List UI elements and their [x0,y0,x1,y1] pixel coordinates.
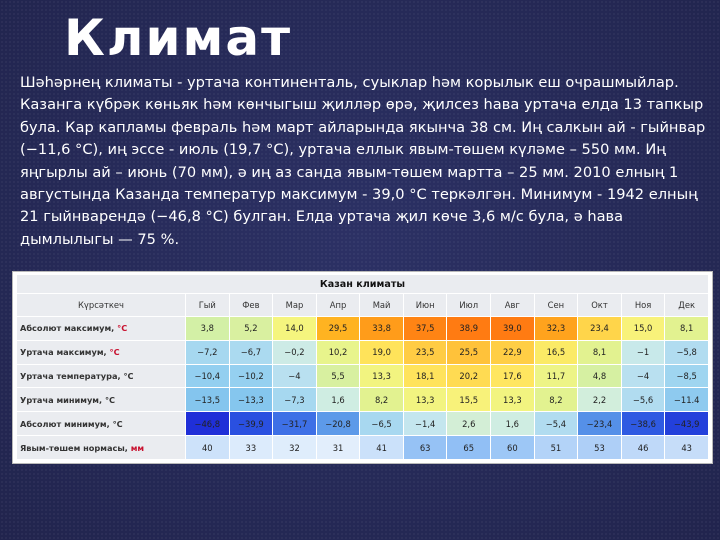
table-cell: 43 [665,436,708,459]
table-cell: −6,7 [230,341,273,364]
table-cell: 17,6 [491,365,534,388]
month-header: Май [360,294,403,316]
month-header: Мар [273,294,316,316]
table-caption: Казан климаты [17,275,708,293]
table-cell: 32,3 [535,317,578,340]
table-row [17,412,708,435]
table-cell: 8,2 [535,388,578,411]
table-cell: −46,8 [186,412,229,435]
month-header: Фев [230,294,273,316]
table-cell: −5,4 [535,412,578,435]
table-cell: −5,8 [665,341,708,364]
row-label [17,436,185,459]
table-cell: 15,5 [447,388,490,411]
table-cell: 13,3 [404,388,447,411]
table-cell: −43,9 [665,412,708,435]
row-label [17,317,185,340]
row-label [17,388,185,411]
table-cell: 23,4 [578,317,621,340]
table-cell: −11.4 [665,388,708,411]
table-cell: −10,2 [230,365,273,388]
table-cell: 13,3 [360,365,403,388]
climate-description: Шәһәрнең климаты - уртача континенталь, суыклар һәм корылык еш очрашмыйлар. Казанга күбрәк көньяк һәм көнчыгыш җилләр өрә, җилсез һава уртача елда 13 тапкыр була. Кар капламы февраль һәм март айларында якынча 38 см. Иң салкын ай - гыйнвар (−11,6 °С), иң эссе - июль (19,7 °С), уртача еллык явым-төшем күләме – 550 мм. Иң яңгырлы ай – июнь (70 мм), ә иң аз санда явым-төшем мартта – 25 мм. 2010 елның 1 августында Казанда температур максимум - 39,0 °С теркәлгән. Минимум - 1942 елның 21 гыйнварендә (−46,8 °С) булган. Елда уртача җил көче 3,6 м/с була, ә һава дымлылыгы — 75 %. [20,74,706,248]
month-header: Гый [186,294,229,316]
table-cell: 4,8 [578,365,621,388]
row-label-text: Абсолют минимум, °C [20,418,123,429]
table-cell: 25,5 [447,341,490,364]
table-cell: 53 [578,436,621,459]
table-cell: −31,7 [273,412,316,435]
table-cell: −8,5 [665,365,708,388]
table-cell: 8,1 [578,341,621,364]
month-header: Дек [665,294,708,316]
table-cell: 19,0 [360,341,403,364]
row-unit: °C [117,323,128,334]
table-row [17,365,708,388]
table-cell: 60 [491,436,534,459]
table-cell: 14,0 [273,317,316,340]
table-cell: 33,8 [360,317,403,340]
month-header: Июл [447,294,490,316]
table-cell: −1,4 [404,412,447,435]
table-cell: 33 [230,436,273,459]
table-cell: −10,4 [186,365,229,388]
table-cell: 16,5 [535,341,578,364]
table-cell: −6,5 [360,412,403,435]
row-label-text: Уртача температура, °C [20,371,134,382]
corner-header: Күрсәткеч [17,294,185,316]
table-cell: 13,3 [491,388,534,411]
table-cell: 15,0 [622,317,665,340]
table-cell: −4 [622,365,665,388]
table-cell: −5,6 [622,388,665,411]
table-cell: 18,1 [404,365,447,388]
month-header: Авг [491,294,534,316]
row-label-text: Уртача минимум, °C [20,394,116,405]
table-cell: 8,2 [360,388,403,411]
month-header: Июн [404,294,447,316]
table-cell: 8,1 [665,317,708,340]
table-row [17,317,708,340]
table-row [17,436,708,459]
table-cell: 2,6 [447,412,490,435]
table-row [17,388,708,411]
month-header: Ноя [622,294,665,316]
table-cell: 23,5 [404,341,447,364]
table-cell: 31 [317,436,360,459]
table-cell: 5,5 [317,365,360,388]
table-cell: 1,6 [317,388,360,411]
table-cell: 11,7 [535,365,578,388]
table-cell: −38,6 [622,412,665,435]
month-header: Апр [317,294,360,316]
table-cell: −7,3 [273,388,316,411]
table-row [17,341,708,364]
table-cell: 65 [447,436,490,459]
table-cell: 40 [186,436,229,459]
row-label-text: Уртача максимум, [20,347,110,358]
table-cell: 3,8 [186,317,229,340]
table-cell: −13,5 [186,388,229,411]
row-label-text: Явым-төшем нормасы, [20,442,131,453]
table-cell: −0,2 [273,341,316,364]
table-cell: 32 [273,436,316,459]
table-body [17,317,708,459]
table-cell: 51 [535,436,578,459]
table-cell: 37,5 [404,317,447,340]
table-cell: 1,6 [491,412,534,435]
table-cell: −20,8 [317,412,360,435]
table-cell: −1 [622,341,665,364]
climate-table-frame [12,271,713,464]
row-label-text: Абсолют максимум, [20,323,118,334]
table-cell: −13,3 [230,388,273,411]
row-label [17,412,185,435]
table-cell: −4 [273,365,316,388]
row-label [17,365,185,388]
row-label [17,341,185,364]
table-cell: −23,4 [578,412,621,435]
table-cell: 5,2 [230,317,273,340]
month-header: Сен [535,294,578,316]
table-cell: 39,0 [491,317,534,340]
table-cell: 46 [622,436,665,459]
climate-table [16,274,709,460]
table-cell: −7,2 [186,341,229,364]
table-cell: 29,5 [317,317,360,340]
table-cell: 22,9 [491,341,534,364]
table-cell: 20,2 [447,365,490,388]
table-header-row [17,294,708,316]
table-cell: 41 [360,436,403,459]
table-cell: −39,9 [230,412,273,435]
row-unit: °C [109,347,120,358]
table-cell: 63 [404,436,447,459]
month-header: Окт [578,294,621,316]
table-cell: 2,2 [578,388,621,411]
slide-title: Климат [64,9,293,67]
row-unit: мм [130,442,145,453]
table-cell: 10,2 [317,341,360,364]
table-cell: 38,9 [447,317,490,340]
